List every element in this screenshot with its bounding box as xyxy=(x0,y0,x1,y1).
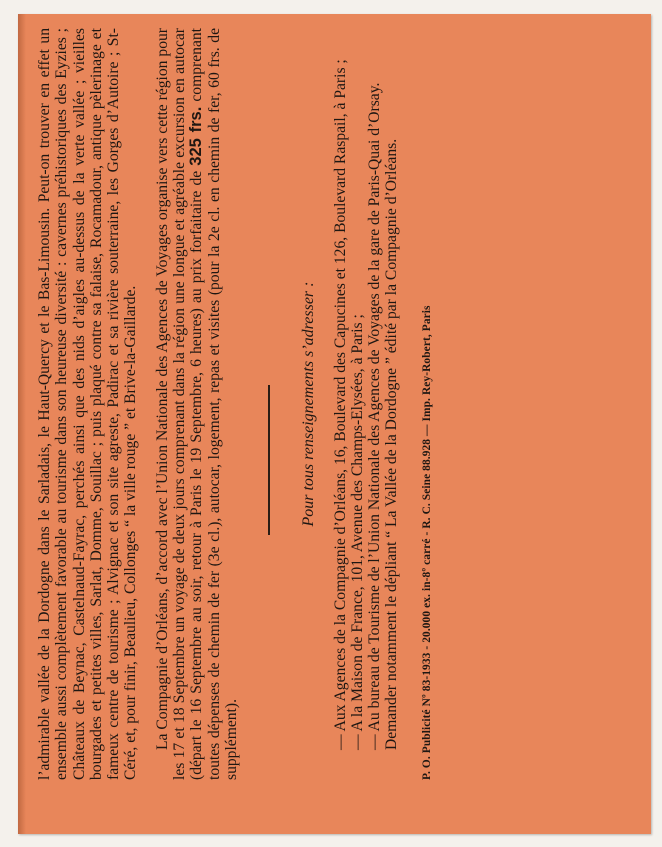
offer-text-before-price: La Compagnie d’Orléans, d’accord avec l’Union Nationale des Agences de Voyages organise vers cette région pour les 17 et 18 Septembre un voyage de deux jours comprenant dans la région une longue et agréable excursion en autocar (départ le 16 Septembre au soir, retour à Paris le 19 Septembre, 6 heures) au prix forfaitaire de xyxy=(153,28,206,780)
info-heading: Pour tous renseignements s’adresser : xyxy=(300,281,318,527)
rotated-text-block xyxy=(28,14,638,814)
divider-rule xyxy=(268,385,270,535)
address-orleans-agencies: — Aux Agences de la Compagnie d’Orléans, 16, Boulevard des Capucines et 126, Boulevard Raspail, à Paris ; xyxy=(331,59,349,750)
address-maison-de-france: — A la Maison de France, 101, Avenue des Champs-Elysées, à Paris ; xyxy=(348,314,366,750)
offer-text-after-price: comprenant toutes dépenses de chemin de fer (3e cl.), autocar, logement, repas et visites (pour la 2e cl. en chemin de fer, 60 frs. de supplément). xyxy=(188,28,240,780)
price: 325 frs. xyxy=(187,106,206,166)
imprint-line: P. O. Publicité Nº 83-1933 - 20.000 ex. in-8º carré - R. C. Seine 88.928 — Imp. Rey-Robert, Paris xyxy=(420,305,433,780)
paragraph-voyage-offer xyxy=(154,28,240,780)
address-tourism-bureau: — Au bureau de Tourisme de l’Union Nationale des Agences de Voyages de la gare de Paris-Quai d’Orsay. xyxy=(366,82,384,750)
paragraph-dordogne-description: l’admirable vallée de la Dordogne dans le Sarladais, le Haut-Quercy et le Bas-Limousin. Peut-on trouver en effet un ensemble aussi complètement favorable au tourisme dans son heureuse diversité : cavernes préhistoriques des Eyzies ; Châteaux de Beynac, Castelnaud-Fayrac, perchés ainsi que des nids d’aigles au-dessus de la verte vallée ; vieilles bourgades et petites villes, Sarlat, Domme, Souillac ; puis plaqué contre sa falaise, Rocamadour, antique pèlerinage et fameux centre de tourisme ; Alvignac et son site agreste, Padirac et sa rivière souterraine, les Gorges d’Autoire ; St-Céré, et, pour finir, Beaulieu, Collonges “ la ville rouge ” et Brive-la-Gaillarde. xyxy=(36,28,140,780)
brochure-page xyxy=(18,14,651,834)
text-content xyxy=(28,14,436,814)
closing-note: Demander notamment le dépliant “ La Vallée de la Dordogne ” édité par la Compagnie d’Orléans. xyxy=(383,138,401,750)
page-fold-shadow xyxy=(18,14,26,834)
